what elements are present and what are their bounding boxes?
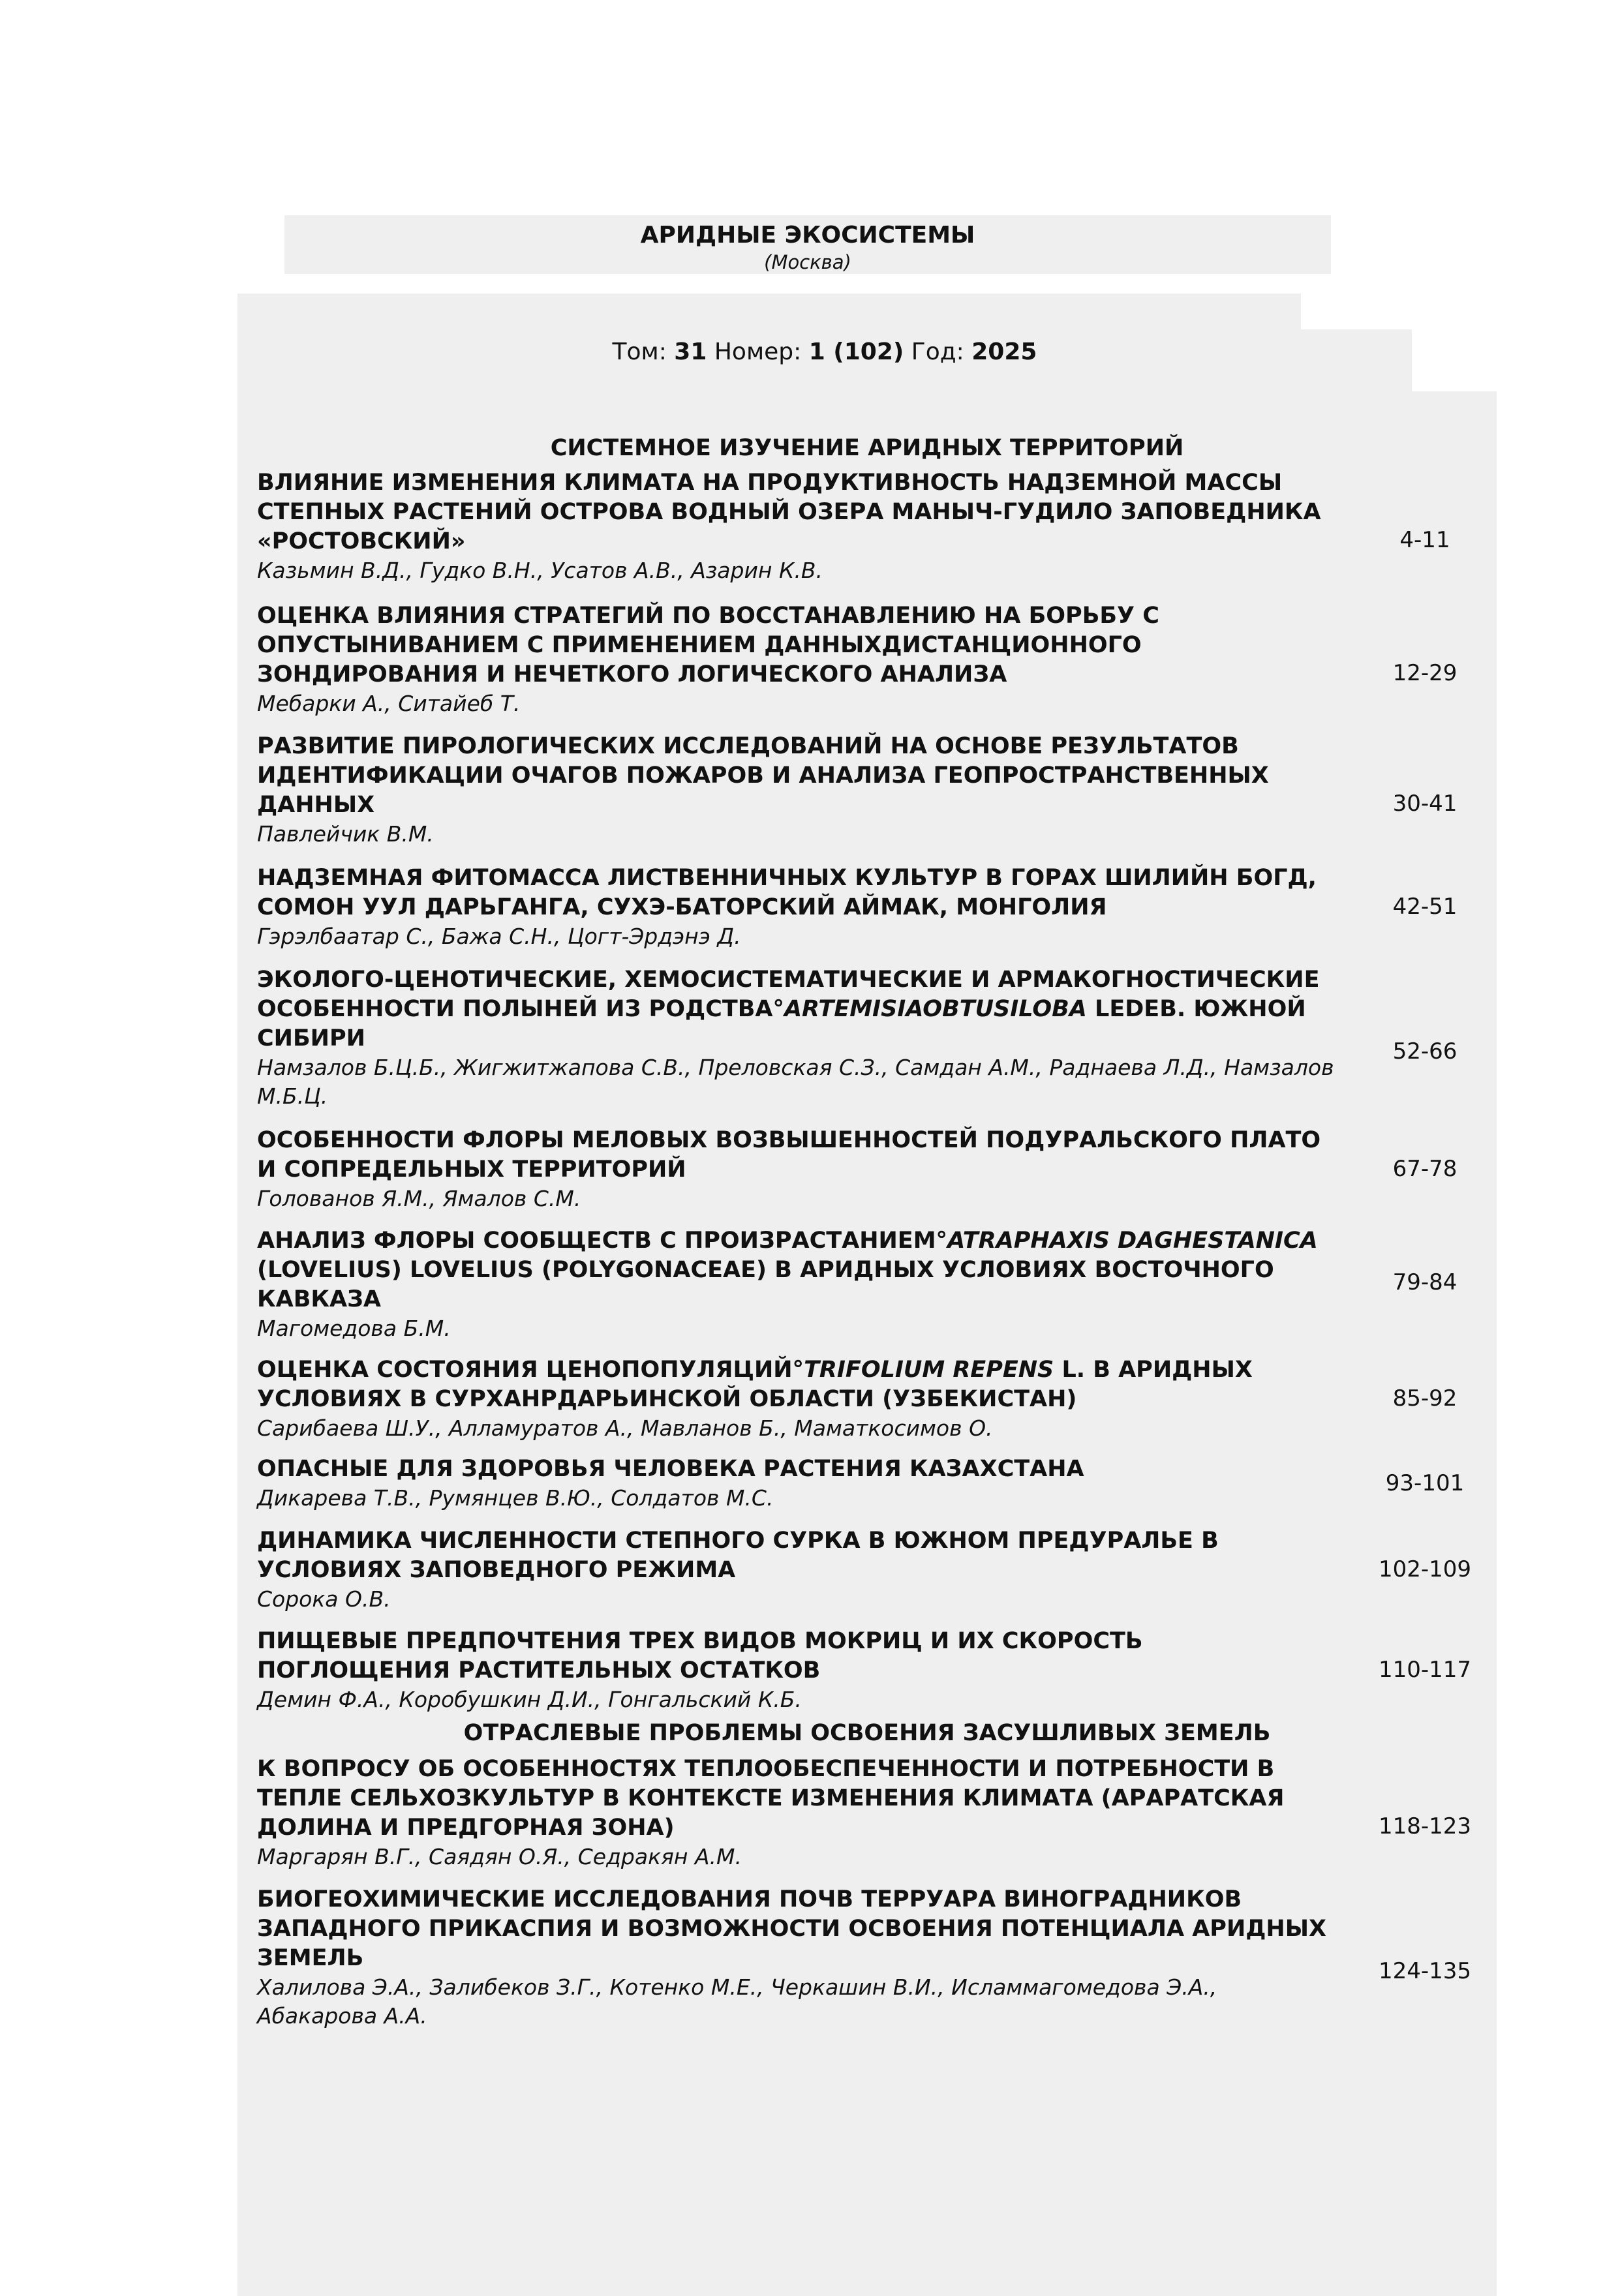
article-pages: 110-117 — [1378, 1657, 1472, 1683]
journal-header — [284, 215, 1331, 274]
title-prefix: ОЦЕНКА СОСТОЯНИЯ ЦЕНОПОПУЛЯЦИЙ° — [257, 1357, 804, 1383]
article-pages: 124-135 — [1378, 1958, 1472, 1984]
article-title[interactable]: ПИЩЕВЫЕ ПРЕДПОЧТЕНИЯ ТРЕХ ВИДОВ МОКРИЦ И ИХ СКОРОСТЬ ПОГЛОЩЕНИЯ РАСТИТЕЛЬНЫХ ОСТАТКОВ — [257, 1628, 1143, 1684]
toc-entry[interactable] — [257, 1455, 1516, 1513]
article-title[interactable]: ОЦЕНКА ВЛИЯНИЯ СТРАТЕГИЙ ПО ВОССТАНАВЛЕНИЮ НА БОРЬБУ С ОПУСТЫНИВАНИЕМ С ПРИМЕНЕНИЕМ ДАННЫХДИСТАНЦИОННОГО ЗОНДИРОВАНИЯ И НЕЧЕТКОГО ЛОГИЧЕСКОГО АНАЛИЗА — [257, 603, 1159, 687]
article-authors: Маргарян В.Г., Саядян О.Я., Седракян А.М. — [257, 1844, 742, 1869]
toc-entry[interactable] — [257, 601, 1516, 718]
toc-entry[interactable] — [257, 1126, 1516, 1213]
article-title[interactable]: ДИНАМИКА ЧИСЛЕННОСТИ СТЕПНОГО СУРКА В ЮЖНОМ ПРЕДУРАЛЬЕ В УСЛОВИЯХ ЗАПОВЕДНОГО РЕЖИМА — [257, 1528, 1219, 1583]
article-authors: Павлейчик В.М. — [257, 821, 434, 847]
article-title[interactable] — [257, 1355, 1340, 1414]
toc-entry[interactable] — [257, 468, 1516, 585]
title-suffix: L. В АРИДНЫХ УСЛОВИЯХ В СУРХАНРДАРЬИНСКОЙ ОБЛАСТИ (УЗБЕКИСТАН) — [257, 1357, 1253, 1412]
article-authors: Демин Ф.А., Коробушкин Д.И., Гонгальский К.Б. — [257, 1687, 802, 1712]
article-title[interactable]: ВЛИЯНИЕ ИЗМЕНЕНИЯ КЛИМАТА НА ПРОДУКТИВНОСТЬ НАДЗЕМНОЙ МАССЫ СТЕПНЫХ РАСТЕНИЙ ОСТРОВА ВОДНЫЙ ОЗЕРА МАНЫЧ-ГУДИЛО ЗАПОВЕДНИКА «РОСТОВСКИЙ» — [257, 470, 1321, 554]
journal-city: (Москва) — [764, 251, 851, 273]
article-authors: Сорока О.В. — [257, 1586, 391, 1612]
article-pages: 52-66 — [1392, 1038, 1458, 1065]
article-title[interactable]: БИОГЕОХИМИЧЕСКИЕ ИССЛЕДОВАНИЯ ПОЧВ ТЕРРУАРА ВИНОГРАДНИКОВ ЗАПАДНОГО ПРИКАСПИЯ И ВОЗМОЖНОСТИ ОСВОЕНИЯ ПОТЕНЦИАЛА АРИДНЫХ ЗЕМЕЛЬ — [257, 1886, 1326, 1971]
article-authors: Халилова Э.А., Залибеков З.Г., Котенко М.Е., Черкашин В.И., Исламмагомедова Э.А., Абакарова А.А. — [257, 1974, 1217, 2029]
title-prefix: ЭКОЛОГО-ЦЕНОТИЧЕСКИЕ, ХЕМОСИСТЕМАТИЧЕСКИЕ И АРМАКОГНОСТИЧЕСКИЕ ОСОБЕННОСТИ ПОЛЫНЕЙ ИЗ РОДСТВА° — [257, 967, 1320, 1022]
year-value: 2025 — [971, 339, 1037, 365]
year-label: Год: — [911, 339, 964, 365]
issue-info — [237, 333, 1412, 372]
article-authors: Магомедова Б.М. — [257, 1316, 451, 1341]
toc-entry[interactable] — [257, 1526, 1516, 1614]
article-title[interactable]: НАДЗЕМНАЯ ФИТОМАССА ЛИСТВЕННИЧНЫХ КУЛЬТУР В ГОРАХ ШИЛИЙН БОГД, СОМОН УУЛ ДАРЬГАНГА, СУХЭ-БАТОРСКИЙ АЙМАК, МОНГОЛИЯ — [257, 865, 1317, 920]
article-pages: 93-101 — [1385, 1470, 1465, 1496]
title-suffix: (LOVELIUS) LOVELIUS (POLYGONACEAE) В АРИДНЫХ УСЛОВИЯХ ВОСТОЧНОГО КАВКАЗА — [257, 1257, 1274, 1312]
article-pages: 85-92 — [1392, 1385, 1458, 1412]
taxon-name: TRIFOLIUM REPENS — [804, 1357, 1054, 1383]
toc-entry[interactable] — [257, 1885, 1516, 2031]
article-authors: Казьмин В.Д., Гудко В.Н., Усатов А.В., Азарин К.В. — [257, 558, 823, 583]
article-authors: Сарибаева Ш.У., Алламуратов А., Мавланов Б., Маматкосимов О. — [257, 1415, 993, 1441]
title-prefix: АНАЛИЗ ФЛОРЫ СООБЩЕСТВ С ПРОИЗРАСТАНИЕМ° — [257, 1228, 948, 1254]
taxon-name: ARTEMISIAOBTUSILOBA — [784, 996, 1087, 1022]
article-pages: 67-78 — [1392, 1156, 1458, 1182]
article-authors: Дикарева Т.В., Румянцев В.Ю., Солдатов М.С. — [257, 1485, 774, 1511]
article-authors: Гэрэлбаатар С., Бажа С.Н., Цогт-Эрдэнэ Д. — [257, 924, 741, 949]
toc-entry[interactable] — [257, 1755, 1516, 1871]
article-pages: 102-109 — [1378, 1556, 1472, 1582]
article-authors: Намзалов Б.Ц.Б., Жигжитжапова С.В., Преловская С.З., Самдан А.М., Раднаева Л.Д., Намзалов М.Б.Ц. — [257, 1055, 1334, 1109]
toc-entry[interactable] — [257, 864, 1516, 951]
article-pages: 4-11 — [1399, 527, 1450, 553]
volume-label: Том: — [612, 339, 667, 365]
article-pages: 30-41 — [1392, 791, 1458, 817]
article-title[interactable]: ОПАСНЫЕ ДЛЯ ЗДОРОВЬЯ ЧЕЛОВЕКА РАСТЕНИЯ КАЗАХСТАНА — [257, 1456, 1084, 1482]
taxon-name: ATRAPHAXIS DAGHESTANICA — [947, 1228, 1318, 1254]
article-title[interactable]: К ВОПРОСУ ОБ ОСОБЕННОСТЯХ ТЕПЛООБЕСПЕЧЕННОСТИ И ПОТРЕБНОСТИ В ТЕПЛЕ СЕЛЬХОЗКУЛЬТУР В КОНТЕКСТЕ ИЗМЕНЕНИЯ КЛИМАТА (АРАРАТСКАЯ ДОЛИНА И ПРЕДГОРНАЯ ЗОНА) — [257, 1756, 1285, 1841]
article-title[interactable]: ОСОБЕННОСТИ ФЛОРЫ МЕЛОВЫХ ВОЗВЫШЕННОСТЕЙ ПОДУРАЛЬСКОГО ПЛАТО И СОПРЕДЕЛЬНЫХ ТЕРРИТОРИЙ — [257, 1127, 1321, 1183]
article-pages: 79-84 — [1392, 1269, 1458, 1295]
toc-entry[interactable] — [257, 1627, 1516, 1714]
number-value: 1 (102) — [808, 339, 904, 365]
article-authors: Голованов Я.М., Ямалов С.М. — [257, 1186, 581, 1211]
journal-name: АРИДНЫЕ ЭКОСИСТЕМЫ — [640, 222, 975, 249]
toc-entry[interactable] — [257, 965, 1516, 1111]
section-heading: СИСТЕМНОЕ ИЗУЧЕНИЕ АРИДНЫХ ТЕРРИТОРИЙ — [550, 435, 1184, 461]
article-pages: 12-29 — [1392, 660, 1458, 686]
number-label: Номер: — [714, 339, 802, 365]
title-suffix: LEDEB. ЮЖНОЙ СИБИРИ — [257, 996, 1306, 1051]
article-title[interactable] — [257, 1226, 1340, 1314]
toc-entry[interactable] — [257, 1355, 1516, 1443]
article-title[interactable] — [257, 965, 1340, 1053]
article-authors: Мебарки А., Ситайеб Т. — [257, 691, 521, 716]
article-pages: 118-123 — [1378, 1813, 1472, 1839]
section-heading: ОТРАСЛЕВЫЕ ПРОБЛЕМЫ ОСВОЕНИЯ ЗАСУШЛИВЫХ ЗЕМЕЛЬ — [463, 1720, 1271, 1746]
table-of-contents — [237, 391, 1497, 2296]
article-pages: 42-51 — [1392, 894, 1458, 920]
toc-entry[interactable] — [257, 1226, 1516, 1343]
issue-band-top — [237, 294, 1301, 333]
article-title[interactable]: РАЗВИТИЕ ПИРОЛОГИЧЕСКИХ ИССЛЕДОВАНИЙ НА ОСНОВЕ РЕЗУЛЬТАТОВ ИДЕНТИФИКАЦИИ ОЧАГОВ ПОЖАРОВ И АНАЛИЗА ГЕОПРОСТРАНСТВЕННЫХ ДАННЫХ — [257, 733, 1269, 818]
volume-value: 31 — [674, 339, 707, 365]
toc-entry[interactable] — [257, 732, 1516, 849]
